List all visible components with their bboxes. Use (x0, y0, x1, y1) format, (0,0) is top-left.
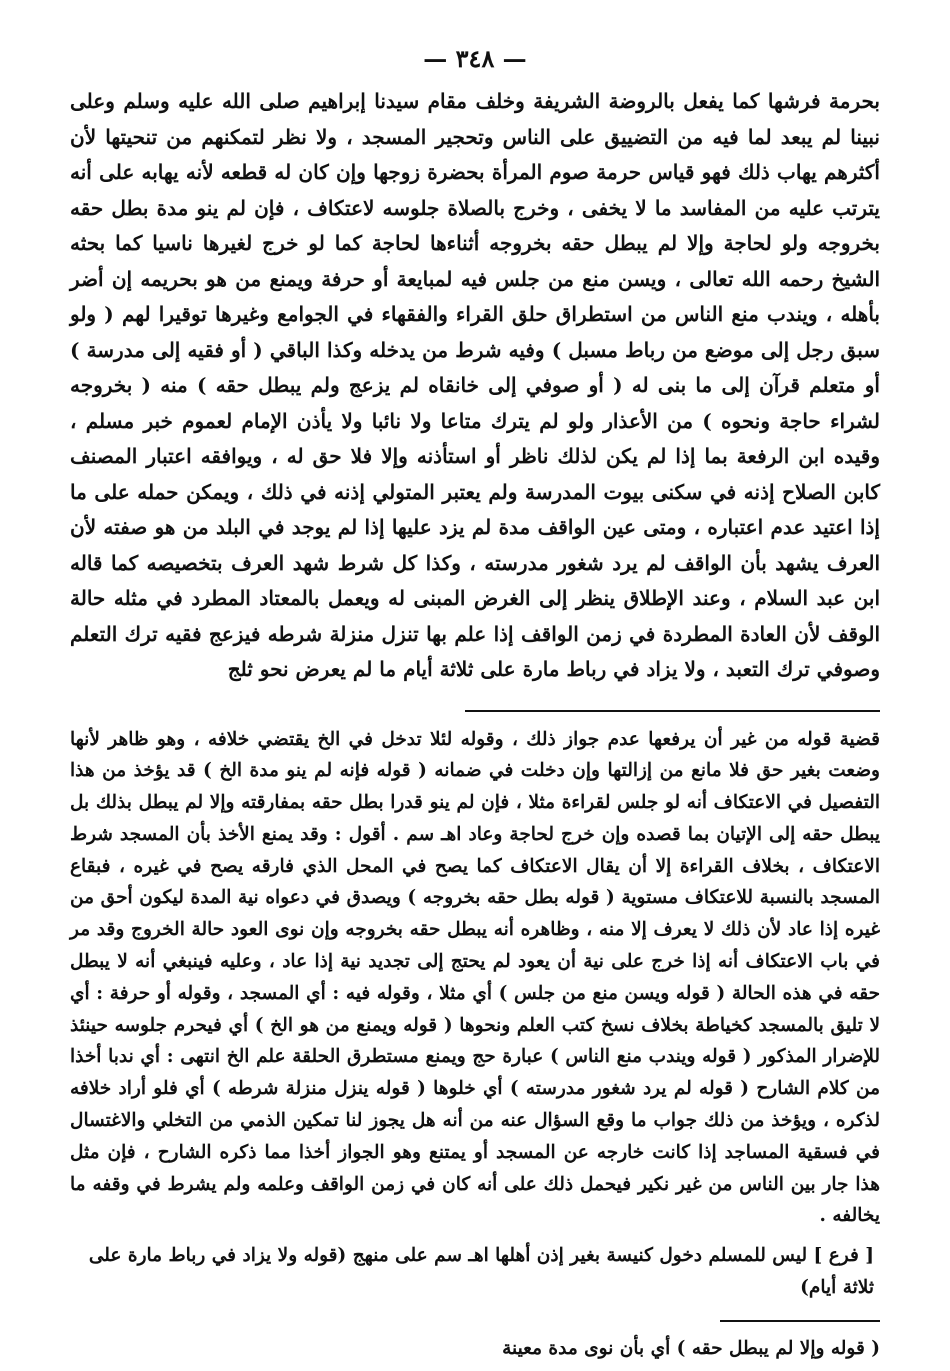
margin-note: ( قوله وإلا لم يبطل حقه ) أي بأن نوى مدة معينة (502, 1338, 880, 1360)
page-number: — ٣٤٨ — (423, 44, 527, 73)
footnote-separator (465, 710, 880, 712)
footnote-subsection: [ فرع ] ليس للمسلم دخول كنيسة بغير إذن أهلها اهـ سم على منهج (قوله ولا يزاد في رباط مارة على ثلاثة أيام) (88, 1245, 874, 1299)
document-page (70, 40, 880, 1360)
main-body-text: بحرمة فرشها كما يفعل بالروضة الشريفة وخلف مقام سيدنا إبراهيم صلى الله عليه وسلم وعلى نبينا لم يبعد لما فيه من التضييق على الناس وتحجير المسجد ، ولا نظر لتمكنهم من تنحيتها لأن أكثرهم يهاب ذلك فهو قياس حرمة صوم المرأة بحضرة زوجها وإن كان له قطعه لأنه يهابه على أنه يترتب عليه من المفاسد ما لا يخفى ، وخرج بالصلاة جلوسه لاعتكاف ، فإن لم ينو مدة بطل حقه بخروجه ولو لحاجة وإلا لم يبطل حقه بخروجه أثناءها لحاجة كما لو خرج لغيرها ناسيا كما بحثه الشيخ رحمه الله تعالى ، ويسن منع من جلس فيه لمبايعة أو حرفة ويمنع من هو بحريمه إن أضر بأهله ، ويندب منع الناس من استطراق حلق القراء والفقهاء في الجوامع وغيرها توقيرا لهم ( ولو سبق رجل إلى موضع من رباط مسبل ) وفيه شرط من يدخله وكذا الباقي ( أو فقيه إلى مدرسة ) أو متعلم قرآن إلى ما بنى له ( أو صوفي إلى خانقاه لم يزعج ولم يبطل حقه ) منه ( بخروجه لشراء حاجة ونحوه ) من الأعذار ولو لم يترك متاعا ولا نائبا ولا يأذن الإمام لعموم خبر مسلم ، وقيده ابن الرفعة بما إذا لم يكن لذلك ناظر أو استأذنه وإلا فلا حق له ، ويوافقه اعتبار المصنف كابن الصلاح إذنه في سكنى بيوت المدرسة ولم يعتبر المتولي إذنه في ذلك ، ويمكن حمله على ما إذا اعتيد عدم اعتباره ، ومتى عين الواقف مدة لم يزد عليها إذا لم يوجد في البلد من هو صفته لأن العرف يشهد بأن الواقف لم يرد شغور مدرسته ، وكذا كل شرط شهد العرف بتخصيصه كما قاله ابن عبد السلام ، وعند الإطلاق ينظر إلى الغرض المبنى له ويعمل بالمعتاد المطرد في مثله حالة الوقف لأن العادة المطردة في زمن الواقف إذا علم بها تنزل منزلة شرطه فيزعج فقيه ترك التعلم وصوفي ترك التعبد ، ولا يزاد في رباط مارة على ثلاثة أيام ما لم يعرض نحو ثلج (70, 89, 880, 681)
margin-note-separator (720, 1320, 880, 1322)
footnote-commentary: قضية قوله من غير أن يرفعها عدم جواز ذلك ، وقوله لئلا تدخل في الخ يقتضي خلافه ، وهو ظاهر لأنها وضعت بغير حق فلا مانع من إزالتها وإن دخلت في ضمانه ( قوله فإنه لم ينو مدة الخ ) قد يؤخذ من هذا التفصيل في الاعتكاف أنه لو جلس لقراءة مثلا ، فإن لم ينو قدرا بطل حقه بمفارقته وإلا لم يبطل بذلك بل يبطل حقه إلى الإتيان بما قصده وإن خرج لحاجة وعاد اهـ سم . أقول : وقد يمنع الأخذ بأن المسجد شرط الاعتكاف ، بخلاف القراءة إلا أن يقال الاعتكاف كما يصح في المحل الذي فارقه يصح في غيره ، فبقاع المسجد بالنسبة للاعتكاف مستوية ( قوله بطل حقه بخروجه ) ويصدق في دعواه نية المدة ليكون أحق من غيره إذا عاد لأن ذلك لا يعرف إلا منه ، وظاهره أنه يبطل حقه بخروجه وإن نوى العود حالة الخروج وقد مر في باب الاعتكاف أنه إذا خرج على نية أن يعود لم يحتج إلى تجديد نية إذا عاد ، وعليه فينبغي أنه لا يبطل حقه في هذه الحالة ( قوله ويسن منع من جلس ) أي مثلا ، وقوله فيه : أي المسجد ، وقوله أو حرفة : أي لا تليق بالمسجد كخياطة بخلاف نسخ كتب العلم ونحوها ( قوله ويمنع من هو الخ ) أي فيحرم جلوسه حينئذ للإضرار المذكور ( قوله ويندب منع الناس ) عبارة حج ويمنع مستطرق الحلقة علم الخ انتهى : أي ندبا أخذا من كلام الشارح ( قوله لم يرد شغور مدرسته ) أي خلوها ( قوله ينزل منزلة شرطه ) أي فلو أراد خلافه لذكره ، ويؤخذ من ذلك جواب ما وقع السؤال عنه من أنه هل يجوز لنا تمكين الذمي من التخلي والاغتسال في فسقية المساجد إذا كانت خارجه عن المسجد أو يمتنع وهو الجواز أخذا مما ذكره الشارح ، فإن مثل هذا جار بين الناس من غير نكير فيحمل ذلك على أنه كان في زمن الواقف وعلمه ولم يشرط في وقفه ما يخالفه . (70, 728, 880, 1227)
